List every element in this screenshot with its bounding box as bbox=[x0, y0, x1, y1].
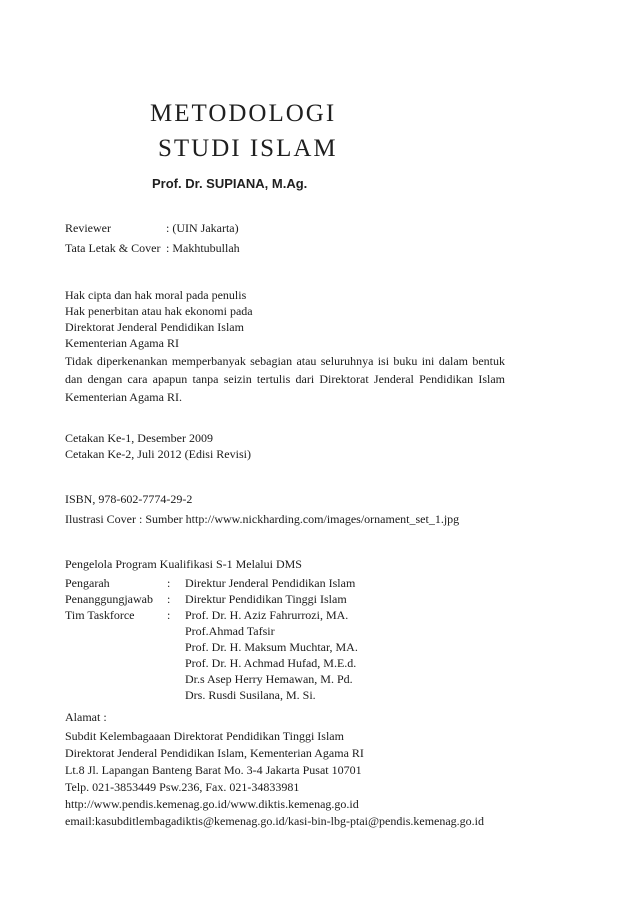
taskforce-member: Prof. Dr. H. Aziz Fahrurrozi, MA. bbox=[185, 608, 349, 622]
rights-line: Kementerian Agama RI bbox=[65, 336, 179, 350]
book-title-line-2: STUDI ISLAM bbox=[158, 135, 338, 162]
address-line: Direktorat Jenderal Pendidikan Islam, Kementerian Agama RI bbox=[65, 746, 364, 760]
cover-illustration-source: Ilustrasi Cover : Sumber http://www.nickharding.com/images/ornament_set_1.jpg bbox=[65, 512, 460, 526]
taskforce-member: Dr.s Asep Herry Hemawan, M. Pd. bbox=[185, 672, 353, 686]
address-line: Lt.8 Jl. Lapangan Banteng Barat Mo. 3-4 Jakarta Pusat 10701 bbox=[65, 763, 362, 777]
colon: : bbox=[167, 576, 171, 590]
copying-notice: Tidak diperkenankan memperbanyak sebagian atau seluruhnya isi buku ini dalam bentuk dan dengan cara apapun tanpa seizin tertulis dari Direktorat Jenderal Pendidikan Islam Kementerian Agama RI. bbox=[65, 354, 505, 404]
edition-line: Cetakan Ke-1, Desember 2009 bbox=[65, 431, 213, 445]
address-line: Subdit Kelembagaaan Direktorat Pendidikan Tinggi Islam bbox=[65, 729, 344, 743]
taskforce-member: Prof. Dr. H. Achmad Hufad, M.E.d. bbox=[185, 656, 357, 670]
taskforce-member: Prof. Dr. H. Maksum Muchtar, MA. bbox=[185, 640, 358, 654]
author-name: Prof. Dr. SUPIANA, M.Ag. bbox=[152, 176, 308, 191]
edition-line: Cetakan Ke-2, Juli 2012 (Edisi Revisi) bbox=[65, 447, 251, 461]
penanggungjawab-label: Penanggungjawab bbox=[65, 592, 153, 606]
address-line: Telp. 021-3853449 Psw.236, Fax. 021-34833981 bbox=[65, 780, 300, 794]
isbn: ISBN, 978-602-7774-29-2 bbox=[65, 492, 193, 506]
reviewer-value: : (UIN Jakarta) bbox=[166, 221, 239, 235]
address-heading: Alamat : bbox=[65, 710, 107, 724]
pengarah-label: Pengarah bbox=[65, 576, 110, 590]
taskforce-member: Prof.Ahmad Tafsir bbox=[185, 624, 275, 638]
address-line: email:kasubditlembagadiktis@kemenag.go.id/kasi-bin-lbg-ptai@pendis.kemenag.go.id bbox=[65, 814, 485, 828]
taskforce-label: Tim Taskforce bbox=[65, 608, 135, 622]
rights-line: Hak cipta dan hak moral pada penulis bbox=[65, 288, 247, 302]
colon: : bbox=[167, 592, 171, 606]
reviewer-label: Reviewer bbox=[65, 221, 111, 235]
book-title-line-1: METODOLOGI bbox=[150, 100, 337, 127]
taskforce-member: Drs. Rusdi Susilana, M. Si. bbox=[185, 688, 316, 702]
program-title: Pengelola Program Kualifikasi S-1 Melalui DMS bbox=[65, 557, 302, 571]
rights-line: Hak penerbitan atau hak ekonomi pada bbox=[65, 304, 253, 318]
rights-line: Direktorat Jenderal Pendidikan Islam bbox=[65, 320, 244, 334]
penanggungjawab-value: Direktur Pendidikan Tinggi Islam bbox=[185, 592, 347, 606]
layout-cover-label: Tata Letak & Cover bbox=[65, 241, 161, 255]
layout-cover-value: : Makhtubullah bbox=[166, 241, 240, 255]
address-line: http://www.pendis.kemenag.go.id/www.diktis.kemenag.go.id bbox=[65, 797, 359, 811]
pengarah-value: Direktur Jenderal Pendidikan Islam bbox=[185, 576, 356, 590]
colon: : bbox=[167, 608, 171, 622]
